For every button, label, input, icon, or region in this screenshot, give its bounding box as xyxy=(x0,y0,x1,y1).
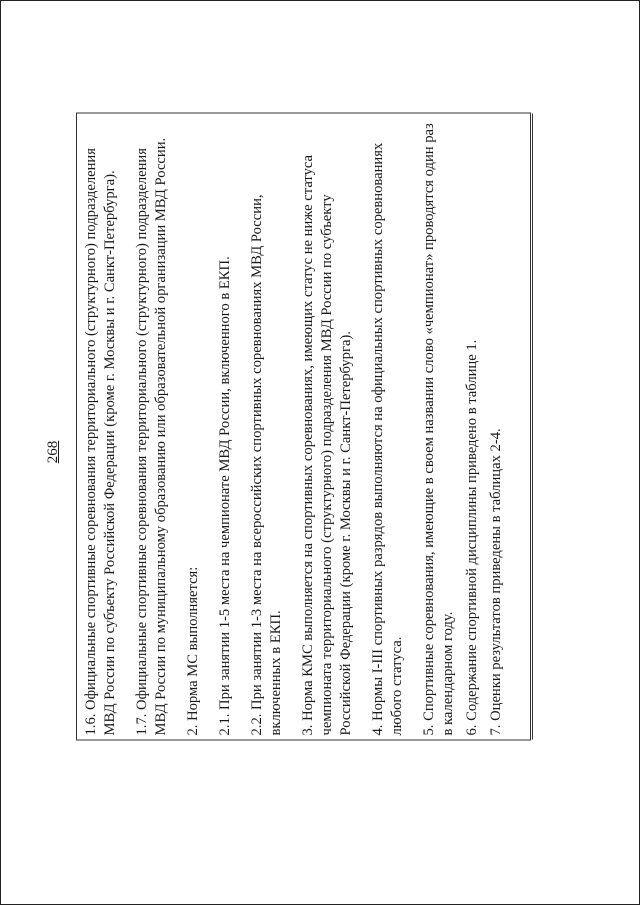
content-table xyxy=(76,113,531,741)
clause-6: 6. Содержание спортивной дисциплины приведено в таблице 1. xyxy=(464,339,480,736)
clause-2: 2. Норма МС выполняется: xyxy=(185,566,201,736)
clause-3: 3. Норма КМС выполняется на спортивных соревнованиях, имеющих статус не ниже статуса чемпионата территориального (структурного) подразделения МВД России по субъекту Российской Федерации (кроме г. Москвы и г. Санкт-Петербурга). xyxy=(300,154,354,736)
clause-4: 4. Нормы I-III спортивных разрядов выполняются на официальных спортивных соревнованиях любого статуса. xyxy=(370,142,405,736)
table-bottom-rule xyxy=(532,114,533,740)
table-top-rule xyxy=(76,114,77,740)
clause-7: 7. Оценки результатов приведены в таблицах 2-4. xyxy=(488,428,504,736)
clause-2-2: 2.2. При занятии 1-3 места на всероссийских спортивных соревнованиях МВД России, включенных в ЕКП. xyxy=(249,194,284,736)
clause-1-7: 1.7. Официальные спортивные соревнования территориального (структурного) подразделения МВД России по муниципальному образованию или образовательной организации МВД России. xyxy=(134,137,169,736)
table-text-cell xyxy=(82,122,511,736)
page-number: 268 xyxy=(45,440,61,464)
clause-2-1: 2.1. При занятии 1-5 места на чемпионате МВД России, включенного в ЕКП. xyxy=(217,256,233,736)
clause-1-6: 1.6. Официальные спортивные соревнования территориального (структурного) подразделения МВД России по субъекту Российской Федерации (кроме г. Москвы и г. Санкт-Петербурга). xyxy=(83,148,118,736)
clause-5: 5. Спортивные соревнования, имеющие в своем названии слово «чемпионат» проводятся один раз в календарном году. xyxy=(421,123,456,736)
